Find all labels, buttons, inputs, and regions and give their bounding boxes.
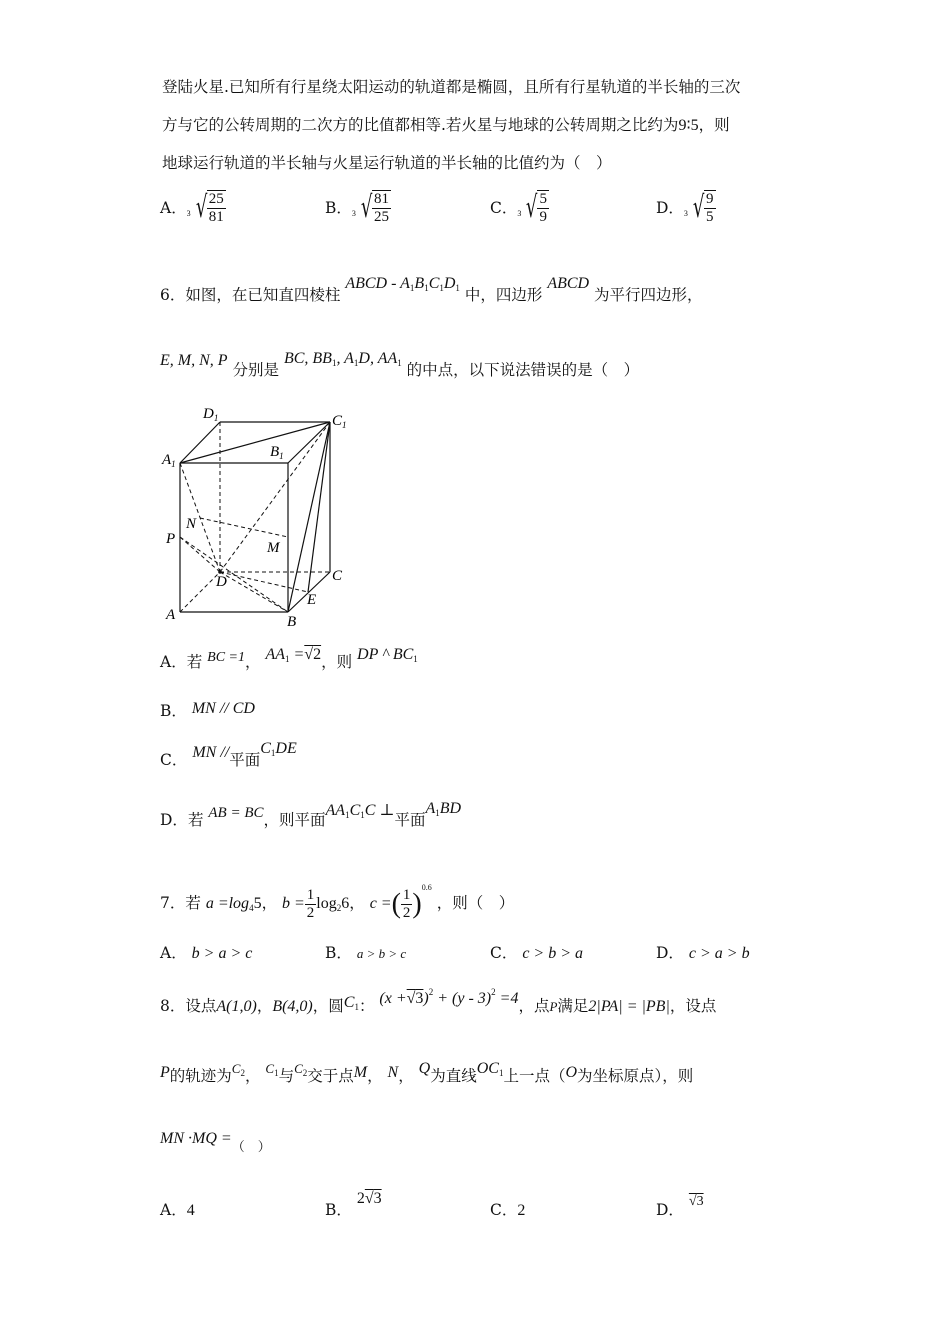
- q5-option-b[interactable]: B． 3 √ $\frac{81}{25}$: [325, 190, 389, 225]
- label-n: N: [186, 516, 197, 532]
- q7-option-a[interactable]: A． b > a > c: [160, 944, 253, 962]
- q8-stem-line2: P的轨迹为$^{C_2}$， $^{C_1}$与$^{C_2}$交于点M， N， Q为直线$OC_1$上一点（O为坐标原点），则: [160, 1060, 694, 1085]
- quad-name: ABCD: [547, 275, 590, 292]
- label-d1: $D_1$: [203, 406, 219, 423]
- hidden-nm: [200, 518, 288, 537]
- circle-equation: $(x +√3)^2 + (y - 3)^2 =4$: [379, 987, 519, 1007]
- label-b1: $B_1$: [270, 444, 284, 461]
- cube-root: 3 √ $\frac{25}{81}$: [186, 190, 224, 225]
- q5-line1: 登陆火星.已知所有行星绕太阳运动的轨道都是椭圆，且所有行星轨道的半长轴的三次: [162, 78, 741, 96]
- label-c1: $C_1$: [332, 413, 347, 430]
- q8-option-c[interactable]: C．2: [490, 1201, 526, 1219]
- q6-option-d[interactable]: D．若 AB = BC，则平面$AA_1C_1C$ ⊥平面$A_1BD$: [160, 800, 462, 829]
- q8-option-a[interactable]: A．4: [160, 1201, 195, 1219]
- q6-option-a[interactable]: A．若 BC =1， $AA_1 =√2$，则 DP ^ $BC_1$: [160, 646, 418, 671]
- q5-option-d[interactable]: D． 3 √ $\frac{9}{5}$: [656, 190, 714, 225]
- label-e: E: [307, 592, 317, 608]
- q6-option-b[interactable]: B． MN // CD: [160, 700, 255, 720]
- hidden-db: [220, 572, 288, 612]
- q8-option-b[interactable]: B． 2√3: [325, 1190, 382, 1219]
- edge-a1d1: [180, 422, 220, 463]
- q6-stem-line1: 6．如图，在已知直四棱柱 ABCD - $A_1B_1C_1D_1$ 中，四边形 ABCD 为平行四边形，: [160, 275, 703, 304]
- q5-option-c[interactable]: C． 3 √ $\frac{5}{9}$: [490, 190, 547, 225]
- diag-a1c1: [180, 422, 330, 463]
- label-a: A: [166, 607, 176, 623]
- label-b: B: [287, 614, 297, 630]
- cube-root: 3 √ $\frac{81}{25}$: [351, 190, 389, 225]
- q8-stem-line1: 8．设点A(1,0)，B(4,0)，圆$C_1$： $(x +√3)^2 + (y - 3)^2 =4$，点P满足2|PA| = |PB|，设点: [160, 987, 717, 1015]
- label-c: C: [332, 568, 343, 584]
- ratio: 9∶5: [678, 117, 699, 134]
- q7-option-d[interactable]: D． c > a > b: [656, 944, 750, 962]
- q6-stem-line2: E, M, N, P 分别是 BC, $BB_1$, $A_1D$, $AA_1$ 的中点，以下说法错误的是（ ）: [160, 350, 640, 379]
- label-p: P: [166, 531, 176, 547]
- q5-option-a[interactable]: A． 3 √ $\frac{25}{81}$: [160, 190, 224, 225]
- q7-stem: 7．若 $a =\log_45$， b = $\frac{1}{2}$ $\log_26$， c =( $\frac{1}{2}$ )$^{0.6}$ ，则（ ）: [160, 883, 515, 921]
- q5-line2: 方与它的公转周期的二次方的比值都相等.若火星与地球的公转周期之比约为9∶5，则: [162, 116, 730, 134]
- q7-option-c[interactable]: C． c > b > a: [490, 944, 584, 962]
- q5-line3: 地球运行轨道的半长轴与火星运行轨道的半长轴的比值约为（ ）: [162, 154, 612, 172]
- label-m: M: [267, 540, 280, 556]
- cube-root: 3 √ $\frac{5}{9}$: [517, 190, 547, 225]
- cube-root: 3 √ $\frac{9}{5}$: [683, 190, 714, 225]
- q7-option-b[interactable]: B． a > b > c: [325, 944, 407, 962]
- hidden-ad: [180, 572, 220, 612]
- hidden-dp: [180, 537, 220, 572]
- segments-list: BC, $BB_1$, $A_1D$, $AA_1$: [283, 350, 402, 368]
- points-list: E, M, N, P: [160, 352, 228, 369]
- label-d: D: [216, 574, 227, 590]
- prism-figure: [160, 400, 360, 630]
- q6-option-c[interactable]: C． MN //平面$C_1DE$: [160, 740, 297, 769]
- prism-name: ABCD - $A_1B_1C_1D_1$: [345, 275, 460, 293]
- q8-stem-line3: MN $\cdot MQ =_{( )}$: [160, 1130, 271, 1155]
- label-a1: $A_1$: [162, 452, 176, 469]
- q8-option-d[interactable]: D． √3: [656, 1194, 704, 1219]
